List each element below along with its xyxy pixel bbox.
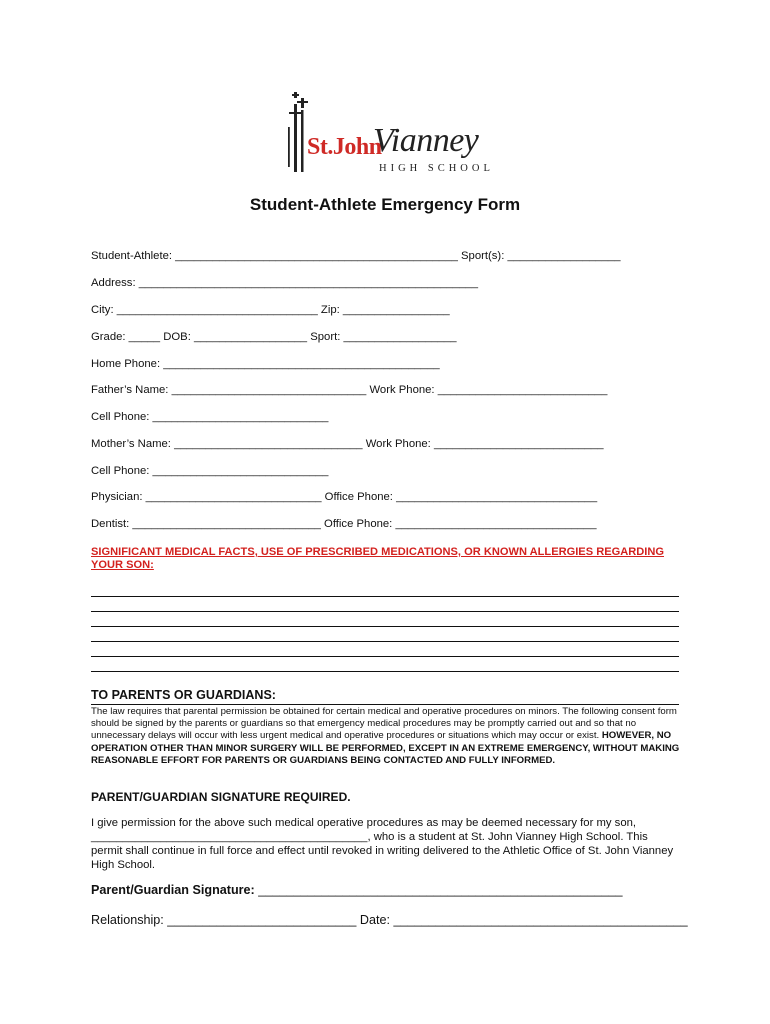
guardians-divider (91, 704, 679, 705)
signature-required-heading: PARENT/GUARDIAN SIGNATURE REQUIRED. (91, 790, 351, 804)
field-grade-dob-sport[interactable]: Grade: _____ DOB: __________________ Sport: __________________ (91, 331, 457, 343)
guardians-body (91, 706, 681, 767)
guardians-body-bold: HOWEVER, NO OPERATION OTHER THAN MINOR SURGERY WILL BE PERFORMED, EXCEPT IN AN EXTREME EMERGENCY, WITHOUT MAKING REASONABLE EFFORT FOR PARENTS OR GUARDIANS BEING CONTACTED AND FULLY INFORMED. (91, 730, 680, 766)
medical-facts-line[interactable] (91, 596, 679, 597)
medical-facts-line[interactable] (91, 656, 679, 657)
logo-name-primary: St.John (307, 134, 382, 160)
field-city-zip[interactable]: City: ________________________________ Zip: _________________ (91, 304, 450, 316)
medical-facts-line[interactable] (91, 611, 679, 612)
signature-line[interactable]: ____________________________________________________ (258, 883, 623, 897)
field-physician[interactable]: Physician: ____________________________ Office Phone: ________________________________ (91, 491, 598, 503)
field-father[interactable]: Father’s Name: _______________________________ Work Phone: ___________________________ (91, 384, 608, 396)
medical-facts-line2: YOUR SON: (91, 559, 154, 571)
signature-row[interactable] (91, 883, 622, 897)
medical-facts-line[interactable] (91, 671, 679, 672)
field-father-cell[interactable]: Cell Phone: ____________________________ (91, 411, 329, 423)
permission-text: I give permission for the above such medical operative procedures as may be deemed necessary for my son, ____________________________________________, who is a student at St. John Vianney High School. This permit shall continue in full force and effect until revoked in writing delivered to the Athletic Office of St. John Vianney High School. (91, 817, 674, 871)
logo-name-secondary: Vianney (373, 122, 479, 159)
medical-facts-heading (91, 546, 664, 572)
field-home-phone[interactable]: Home Phone: ____________________________________________ (91, 358, 440, 370)
field-address[interactable]: Address: ______________________________________________________ (91, 277, 478, 289)
field-mother-cell[interactable]: Cell Phone: ____________________________ (91, 465, 329, 477)
medical-facts-line1: SIGNIFICANT MEDICAL FACTS, USE OF PRESCRIBED MEDICATIONS, OR KNOWN ALLERGIES REGARDING (91, 546, 664, 558)
relationship-date-row[interactable]: Relationship: ___________________________ Date: __________________________________________ (91, 913, 688, 927)
guardians-body-text: The law requires that parental permission be obtained for certain medical and operative procedures on minors. The following consent form should be signed by the parents or guardians so that emergency medical procedures may be promptly carried out and so that no unnecessary delays will occur with less urgent medical and operative procedures or situations which may occur or exist. (91, 706, 677, 742)
field-dentist[interactable]: Dentist: ______________________________ Office Phone: ________________________________ (91, 518, 597, 530)
guardians-heading: TO PARENTS OR GUARDIANS: (91, 688, 276, 702)
school-logo (285, 92, 494, 180)
medical-facts-line[interactable] (91, 641, 679, 642)
form-title: Student-Athlete Emergency Form (249, 195, 521, 214)
signature-label: Parent/Guardian Signature: (91, 883, 255, 897)
field-mother[interactable]: Mother’s Name: ______________________________ Work Phone: ___________________________ (91, 438, 604, 450)
logo-subtitle: HIGH SCHOOL (379, 163, 494, 174)
medical-facts-line[interactable] (91, 626, 679, 627)
field-student-athlete[interactable]: Student-Athlete: _____________________________________________ Sport(s): __________________ (91, 250, 621, 262)
